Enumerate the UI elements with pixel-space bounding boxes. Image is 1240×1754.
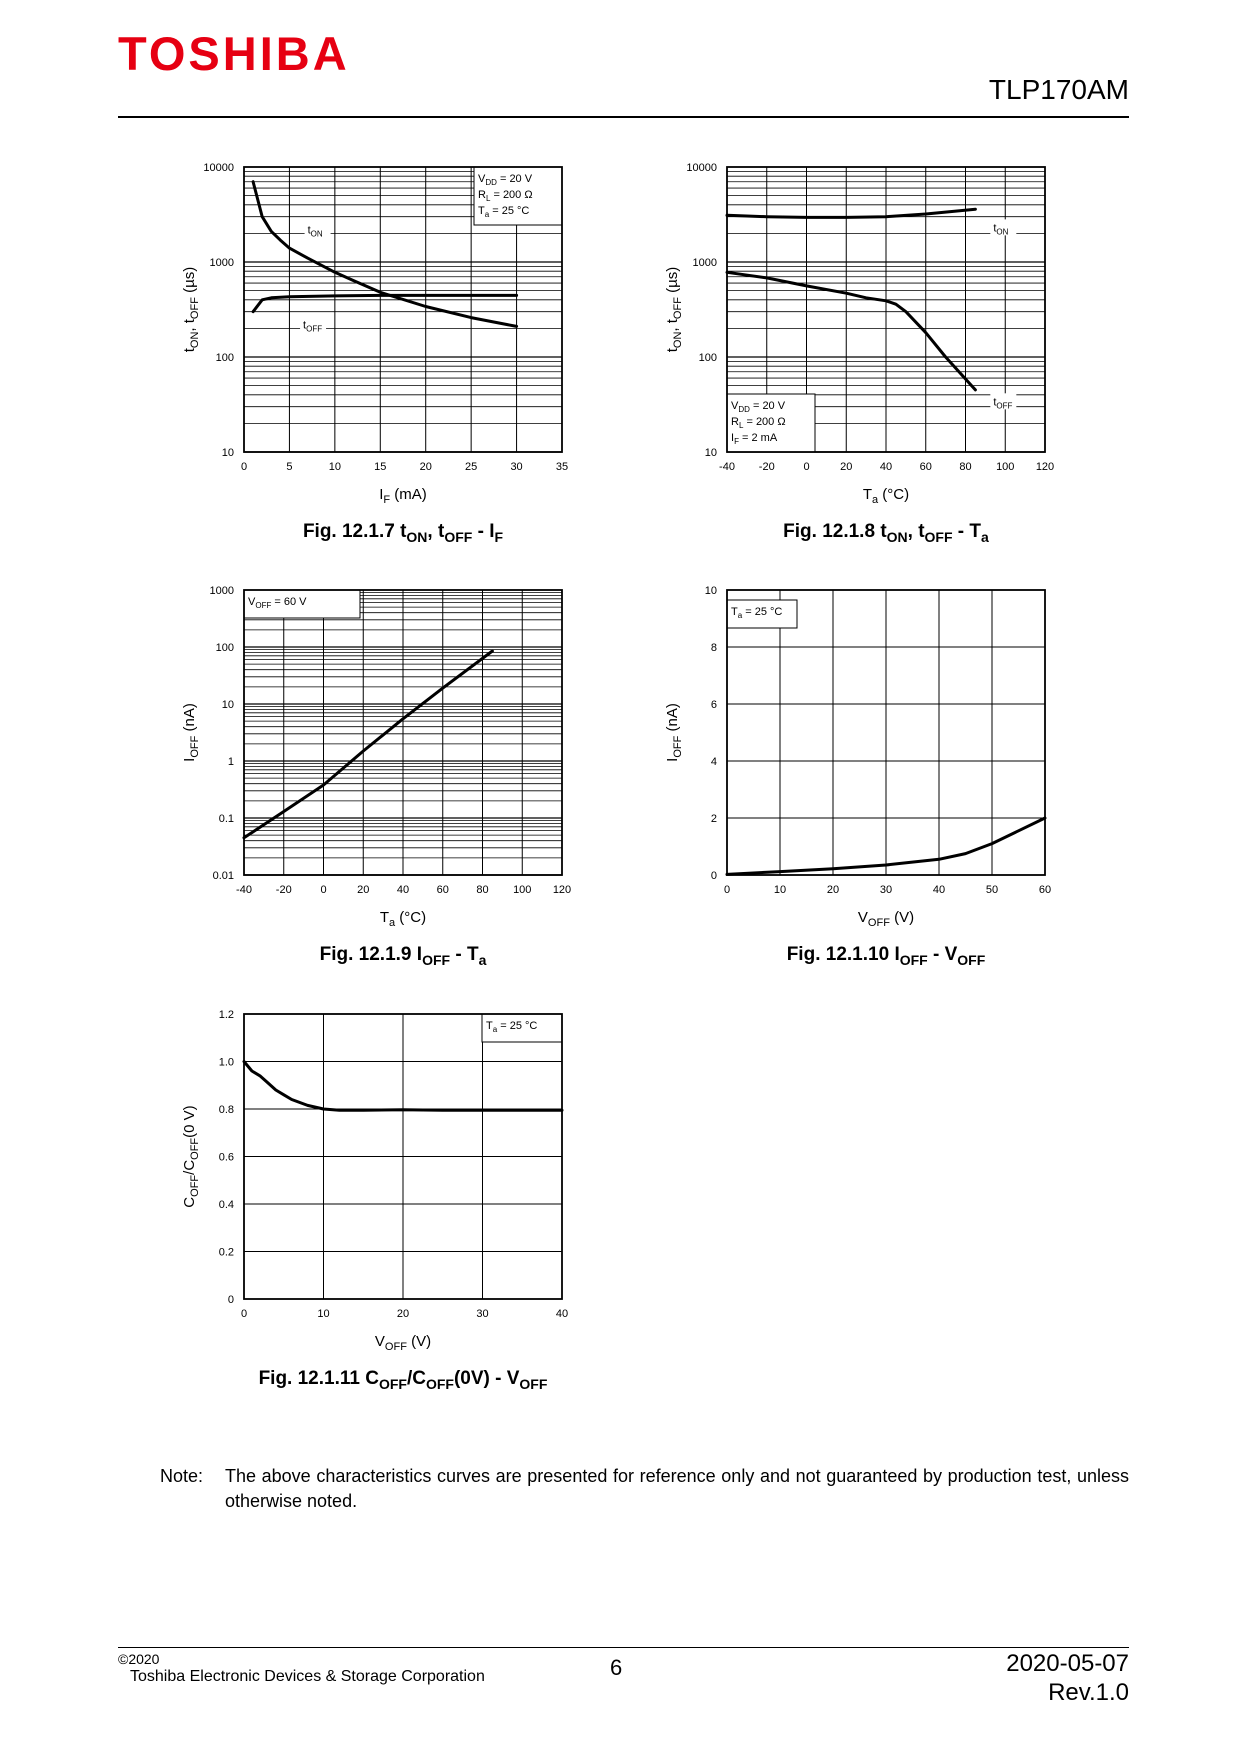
x-tick-label: 10 (773, 884, 787, 896)
x-tick-label: 40 (555, 1308, 569, 1320)
fig-12-1-10-caption: Fig. 12.1.10 IOFF - VOFF (786, 944, 986, 968)
fig-12-1-11-conditions (482, 1014, 562, 1042)
note (160, 1464, 1129, 1514)
fig-12-1-11-chart (181, 1009, 568, 1392)
x-tick-label: 5 (286, 461, 293, 473)
y-tick-label: 0.2 (218, 1246, 234, 1259)
y-tick-label: 0.8 (218, 1104, 234, 1116)
x-tick-label: -40 (236, 884, 252, 896)
toshiba-logo: TOSHIBA (118, 27, 350, 80)
y-tick-label: 0.1 (218, 813, 234, 825)
x-tick-label: 120 (1035, 461, 1055, 473)
x-tick-label: 60 (436, 884, 449, 896)
note-label: Note: (160, 1466, 204, 1486)
x-tick-label: 0 (723, 884, 731, 896)
x-tick-label: 80 (959, 461, 972, 473)
y-tick-label: 10 (704, 585, 717, 597)
y-tick-label: 10 (221, 699, 234, 711)
series-label: tOFF (993, 396, 1013, 411)
x-tick-label: 30 (879, 884, 893, 896)
y-tick-label: 1000 (209, 257, 234, 269)
fig-12-1-7-x-axis-label: IF (mA) (379, 486, 427, 506)
document-date: 2020-05-07 (1006, 1650, 1129, 1677)
y-tick-label: 1 (227, 756, 234, 768)
fig-12-1-9-x-axis-label: Ta (°C) (379, 909, 427, 929)
condition-text: IF = 2 mA (731, 432, 778, 446)
series-label: tON (307, 224, 323, 239)
series-label: tOFF (303, 319, 323, 334)
y-tick-label: 100 (215, 642, 234, 654)
fig-12-1-11-y-axis-label: COFF/COFF(0 V) (181, 1105, 201, 1208)
fig-12-1-10-y-axis-label: IOFF (nA) (664, 703, 684, 762)
condition-text: RL = 200 Ω (478, 189, 533, 203)
x-tick-label: -40 (719, 461, 735, 473)
fig-12-1-8-caption: Fig. 12.1.8 tON, tOFF - Ta (783, 521, 989, 545)
fig-12-1-10-x-axis-label: VOFF (V) (857, 909, 915, 929)
copyright: ©2020 (118, 1651, 160, 1667)
x-tick-label: 30 (476, 1308, 489, 1320)
condition-text: VDD = 20 V (731, 400, 786, 414)
x-tick-label: 20 (826, 884, 840, 896)
fig-12-1-9-y-axis-label: IOFF (nA) (181, 703, 201, 762)
document-revision: Rev.1.0 (1048, 1679, 1129, 1706)
y-tick-label: 10 (221, 447, 234, 459)
x-tick-label: 20 (396, 1308, 410, 1320)
x-tick-label: 0 (320, 884, 327, 896)
y-tick-label: 6 (710, 699, 717, 711)
x-tick-label: 20 (419, 461, 432, 473)
y-tick-label: 100 (215, 352, 234, 364)
fig-12-1-8-x-axis-label: Ta (°C) (862, 486, 910, 506)
y-tick-label: 10000 (686, 162, 717, 174)
y-tick-label: 10000 (203, 162, 234, 174)
y-tick-label: 0.4 (218, 1199, 234, 1211)
y-tick-label: 1000 (692, 257, 717, 269)
fig-12-1-11-caption: Fig. 12.1.11 COFF/COFF(0V) - VOFF (258, 1368, 548, 1392)
fig-12-1-11-x-axis-label: VOFF (V) (374, 1333, 432, 1353)
y-tick-label: 100 (698, 352, 717, 364)
condition-text: VOFF = 60 V (248, 596, 307, 610)
fig-12-1-8-chart (664, 162, 1054, 545)
x-tick-label: 30 (510, 461, 523, 473)
x-tick-label: 35 (555, 461, 569, 473)
x-tick-label: 120 (552, 884, 572, 896)
fig-12-1-7-y-axis-label: tON, tOFF (µs) (181, 266, 201, 353)
fig-12-1-7-chart (181, 162, 568, 545)
y-tick-label: 10 (704, 447, 717, 459)
x-tick-label: 20 (357, 884, 370, 896)
condition-text: Ta = 25 °C (731, 606, 783, 620)
fig-12-1-9-chart (181, 585, 571, 968)
condition-text: RL = 200 Ω (731, 416, 786, 430)
company-name: Toshiba Electronic Devices & Storage Corporation (130, 1668, 485, 1685)
x-tick-label: 100 (996, 461, 1015, 473)
x-tick-label: 25 (465, 461, 478, 473)
x-tick-label: 60 (919, 461, 932, 473)
x-tick-label: 40 (932, 884, 946, 896)
y-tick-label: 2 (710, 813, 717, 825)
fig-12-1-7-caption: Fig. 12.1.7 tON, tOFF - IF (302, 521, 504, 545)
x-tick-label: 15 (374, 461, 387, 473)
y-tick-label: 1000 (209, 585, 234, 597)
x-tick-label: 0 (240, 461, 248, 473)
x-tick-label: 60 (1038, 884, 1052, 896)
y-tick-label: 8 (710, 642, 717, 654)
footer-divider (118, 1647, 1129, 1648)
x-tick-label: 80 (476, 884, 489, 896)
y-tick-label: 0 (710, 870, 717, 882)
page-number: 6 (610, 1655, 623, 1680)
fig-12-1-8-y-axis-label: tON, tOFF (µs) (664, 266, 684, 353)
condition-text: VDD = 20 V (478, 173, 533, 187)
fig-12-1-9-caption: Fig. 12.1.9 IOFF - Ta (319, 944, 487, 968)
part-number: TLP170AM (988, 74, 1129, 105)
x-tick-label: 20 (840, 461, 853, 473)
x-tick-label: 10 (317, 1308, 330, 1320)
y-tick-label: 1.0 (218, 1056, 234, 1069)
condition-text: Ta = 25 °C (478, 205, 530, 219)
fig-12-1-10-conditions (727, 600, 797, 628)
x-tick-label: 50 (985, 884, 999, 896)
fig-12-1-8-conditions (727, 394, 815, 452)
x-tick-label: 40 (396, 884, 410, 896)
y-tick-label: 0.6 (218, 1151, 234, 1164)
y-tick-label: 1.2 (218, 1009, 234, 1021)
y-tick-label: 0 (227, 1294, 234, 1306)
x-tick-label: -20 (275, 884, 292, 896)
x-tick-label: 40 (879, 461, 893, 473)
fig-12-1-7-conditions (474, 167, 562, 225)
x-tick-label: 10 (328, 461, 341, 473)
x-tick-label: 100 (513, 884, 532, 896)
note-text: The above characteristics curves are presented for reference only and not guaranteed by production test, unless otherwise noted. (225, 1466, 1129, 1511)
y-tick-label: 0.01 (212, 870, 234, 882)
x-tick-label: 0 (803, 461, 810, 473)
series-label: tON (993, 222, 1009, 237)
condition-text: Ta = 25 °C (486, 1020, 538, 1034)
x-tick-label: 0 (240, 1308, 248, 1320)
y-tick-label: 4 (710, 756, 717, 768)
x-tick-label: -20 (758, 461, 775, 473)
fig-12-1-10-chart (664, 585, 1051, 968)
fig-12-1-9-conditions (244, 590, 360, 618)
